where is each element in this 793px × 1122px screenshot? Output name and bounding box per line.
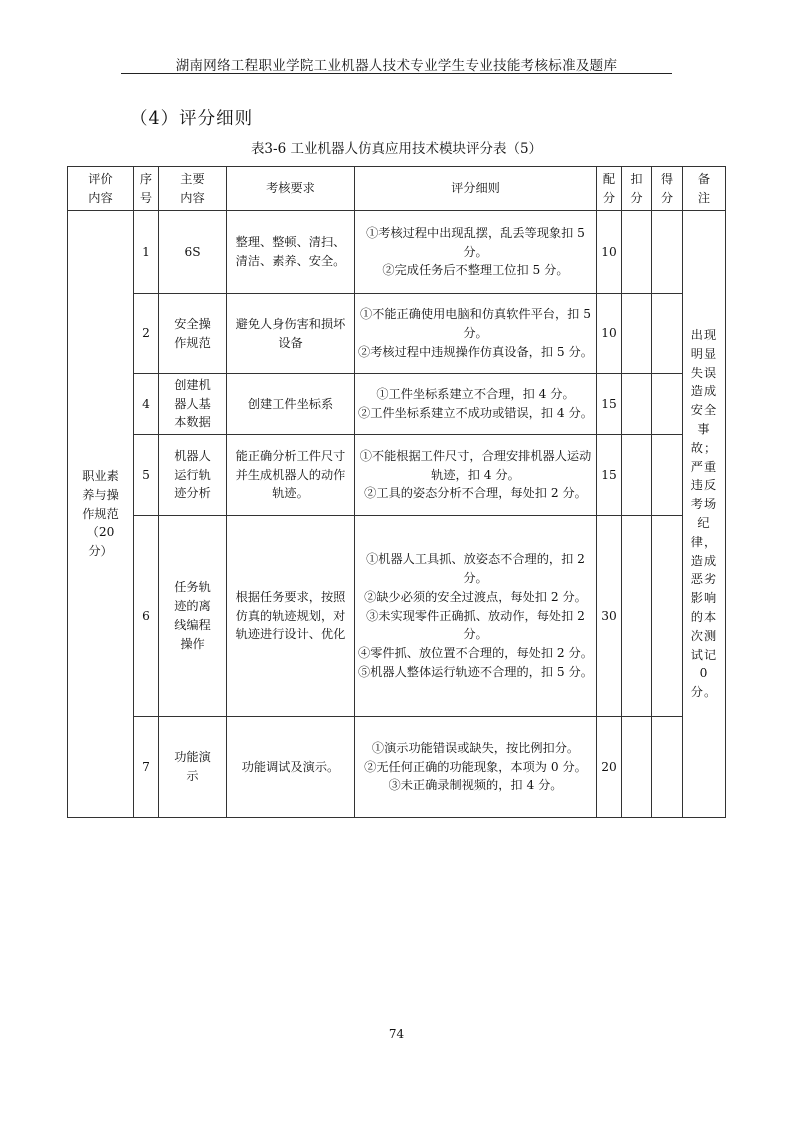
detail-cell: [355, 435, 597, 516]
seq-cell: 7: [134, 717, 159, 818]
main-cell: 功能演示: [159, 717, 227, 818]
deduct-cell: [622, 294, 652, 374]
score-cell: [652, 516, 683, 717]
table-row: [68, 294, 726, 374]
detail-cell: [355, 516, 597, 717]
main-cell: 6S: [159, 211, 227, 294]
scoring-table: [67, 166, 726, 818]
detail-line: ②完成任务后不整理工位扣 5 分。: [382, 263, 569, 278]
remark-cell: 出现明显失误造成安全事故；严重违反考场纪律，造成恶劣影响的本次测试记 0 分。: [683, 211, 726, 818]
points-cell: 30: [597, 516, 622, 717]
detail-cell: [355, 717, 597, 818]
page-number: 74: [388, 1027, 405, 1041]
deduct-cell: [622, 374, 652, 435]
seq-cell: 4: [134, 374, 159, 435]
detail-cell: [355, 374, 597, 435]
col-detail: 评分细则: [355, 167, 597, 211]
seq-cell: 2: [134, 294, 159, 374]
deduct-cell: [622, 435, 652, 516]
col-eval-content: 评价内容: [68, 167, 134, 211]
detail-line: ③未正确录制视频的，扣 4 分。: [388, 778, 563, 793]
detail-line: ②考核过程中违规操作仿真设备，扣 5 分。: [358, 344, 593, 359]
seq-cell: 5: [134, 435, 159, 516]
col-requirement: 考核要求: [227, 167, 355, 211]
detail-line: ①不能根据工件尺寸，合理安排机器人运动轨迹，扣 4 分。: [359, 448, 592, 482]
section-heading: （4）评分细则: [130, 109, 254, 129]
detail-line: ①考核过程中出现乱摆，乱丢等现象扣 5 分。: [366, 225, 585, 259]
points-cell: 15: [597, 374, 622, 435]
table-row: [68, 435, 726, 516]
table-row: [68, 516, 726, 717]
deduct-cell: [622, 211, 652, 294]
main-cell: 任务轨迹的离线编程操作: [159, 516, 227, 717]
score-cell: [652, 435, 683, 516]
requirement-cell: 功能调试及演示。: [227, 717, 355, 818]
detail-line: ⑤机器人整体运行轨迹不合理的，扣 5 分。: [358, 664, 593, 679]
detail-line: ②无任何正确的功能现象，本项为 0 分。: [364, 759, 587, 774]
requirement-cell: 避免人身伤害和损坏设备: [227, 294, 355, 374]
requirement-cell: 整理、整顿、清扫、清洁、素养、安全。: [227, 211, 355, 294]
table-caption: 表3-6 工业机器人仿真应用技术模块评分表（5）: [250, 141, 543, 157]
detail-line: ①演示功能错误或缺失，按比例扣分。: [371, 740, 580, 755]
category-cell: 职业素养与操作规范（20分）: [68, 211, 134, 818]
table-row: [68, 211, 726, 294]
main-cell: 安全操作规范: [159, 294, 227, 374]
score-cell: [652, 294, 683, 374]
points-cell: 10: [597, 211, 622, 294]
col-points: 配分: [597, 167, 622, 211]
header-rule: [121, 73, 672, 74]
col-score: 得分: [652, 167, 683, 211]
detail-cell: [355, 294, 597, 374]
table-header-row: [68, 167, 726, 211]
col-main-content: 主要内容: [159, 167, 227, 211]
requirement-cell: 创建工件坐标系: [227, 374, 355, 435]
table-row: [68, 717, 726, 818]
detail-line: ②缺少必须的安全过渡点，每处扣 2 分。: [364, 589, 587, 604]
requirement-cell: 能正确分析工件尺寸并生成机器人的动作轨迹。: [227, 435, 355, 516]
detail-line: ④零件抓、放位置不合理的，每处扣 2 分。: [358, 646, 593, 661]
table-row: [68, 374, 726, 435]
detail-line: ①机器人工具抓、放姿态不合理的，扣 2 分。: [366, 552, 585, 585]
main-cell: 机器人运行轨迹分析: [159, 435, 227, 516]
detail-line: ③未实现零件正确抓、放动作，每处扣 2 分。: [366, 608, 585, 642]
detail-cell: [355, 211, 597, 294]
deduct-cell: [622, 516, 652, 717]
detail-line: ②工件坐标系建立不成功或错误，扣 4 分。: [358, 406, 593, 420]
detail-line: ①不能正确使用电脑和仿真软件平台，扣 5 分。: [359, 307, 591, 341]
seq-cell: 1: [134, 211, 159, 294]
col-remark: 备注: [683, 167, 726, 211]
requirement-cell: 根据任务要求，按照仿真的轨迹规划，对轨迹进行设计、优化: [227, 516, 355, 717]
deduct-cell: [622, 717, 652, 818]
points-cell: 20: [597, 717, 622, 818]
detail-line: ①工件坐标系建立不合理，扣 4 分。: [376, 387, 575, 402]
score-cell: [652, 211, 683, 294]
running-header: 湖南网络工程职业学院工业机器人技术专业学生专业技能考核标准及题库: [175, 58, 618, 74]
points-cell: 10: [597, 294, 622, 374]
seq-cell: 6: [134, 516, 159, 717]
col-seq: 序号: [134, 167, 159, 211]
col-deduct: 扣分: [622, 167, 652, 211]
detail-line: ②工具的姿态分析不合理，每处扣 2 分。: [364, 486, 587, 501]
score-cell: [652, 374, 683, 435]
points-cell: 15: [597, 435, 622, 516]
main-cell: 创建机器人基本数据: [159, 374, 227, 435]
score-cell: [652, 717, 683, 818]
